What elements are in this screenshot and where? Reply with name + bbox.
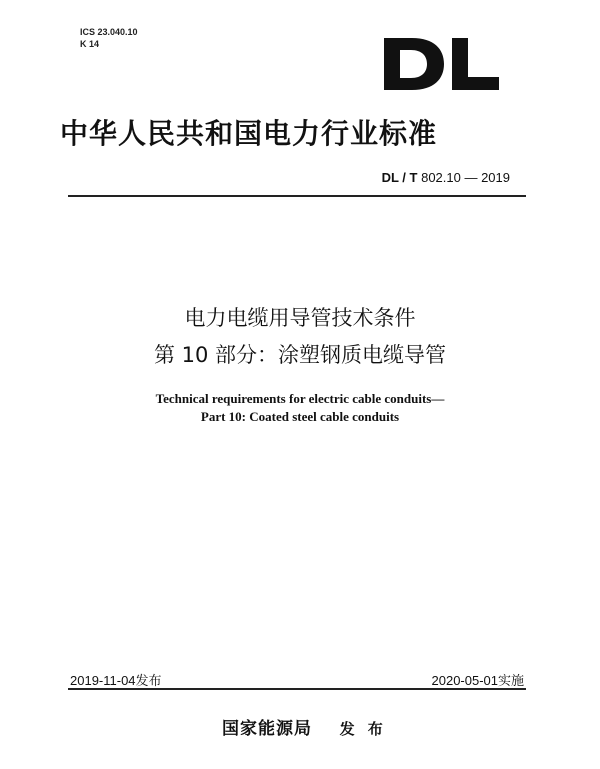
chinese-title-line-1: 电力电缆用导管技术条件 bbox=[184, 306, 416, 330]
standard-code: 802.10 — 2019 bbox=[421, 170, 510, 185]
ics-code: ICS 23.040.10 bbox=[80, 27, 138, 37]
chinese-title-line-2: 第 10 部分：涂塑钢质电缆导管 bbox=[153, 343, 447, 367]
publisher-name: 国家能源局 bbox=[222, 719, 312, 739]
publish-action: 发 布 bbox=[339, 720, 387, 738]
classification-codes bbox=[80, 26, 138, 50]
header-divider bbox=[68, 195, 526, 197]
standard-prefix: DL / T bbox=[381, 170, 418, 185]
english-title-line-2: Part 10: Coated steel cable conduits bbox=[200, 409, 400, 424]
dl-logo bbox=[382, 37, 502, 91]
issue-date: 2019-11-04发布 bbox=[70, 673, 162, 688]
publisher bbox=[222, 714, 387, 739]
issuing-authority-title: 中华人民共和国电力行业标准 bbox=[60, 117, 438, 150]
standard-number bbox=[382, 170, 510, 185]
english-title-line-1: Technical requirements for electric cable conduits— bbox=[155, 391, 445, 406]
class-code: K 14 bbox=[80, 39, 100, 49]
implementation-date: 2020-05-01实施 bbox=[431, 673, 524, 688]
footer-divider bbox=[68, 688, 526, 690]
